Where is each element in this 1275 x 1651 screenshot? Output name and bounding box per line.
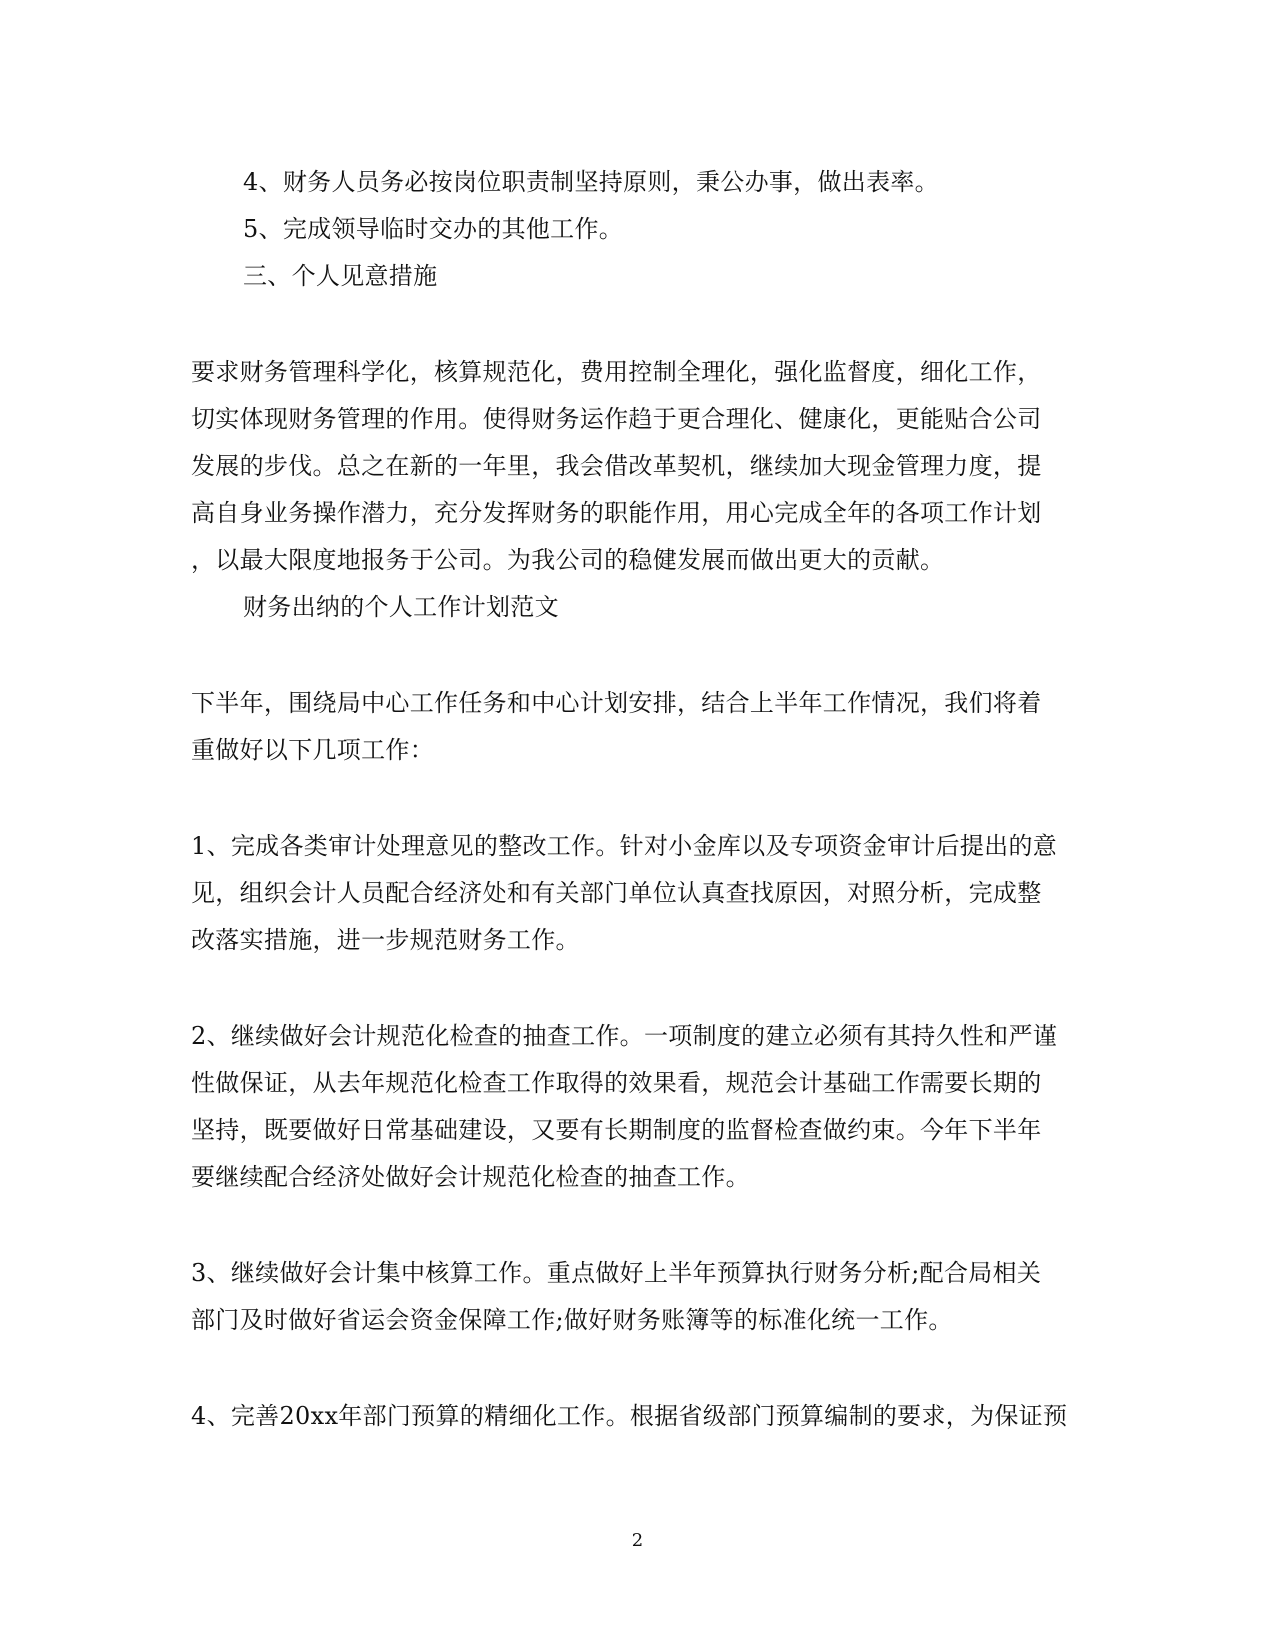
text-line: 发展的步伐。总之在新的一年里，我会借改革契机，继续加大现金管理力度，提	[191, 452, 1042, 480]
section-heading: 三、个人见意措施	[243, 262, 438, 290]
text-line: 下半年，围绕局中心工作任务和中心计划安排，结合上半年工作情况，我们将着	[191, 689, 1042, 717]
text-line: ，以最大限度地报务于公司。为我公司的稳健发展而做出更大的贡献。	[191, 546, 945, 574]
text-line: 高自身业务操作潜力，充分发挥财务的职能作用，用心完成全年的各项工作计划	[191, 499, 1042, 527]
text-line: 部门及时做好省运会资金保障工作;做好财务账簿等的标准化统一工作。	[191, 1306, 953, 1334]
text-line: 2、继续做好会计规范化检查的抽查工作。一项制度的建立必须有其持久性和严谨	[191, 1022, 1058, 1050]
text-line: 重做好以下几项工作：	[191, 736, 434, 764]
text-line: 4、完善20xx年部门预算的精细化工作。根据省级部门预算编制的要求，为保证预	[191, 1402, 1068, 1430]
text-line: 要求财务管理科学化，核算规范化，费用控制全理化，强化监督度，细化工作，	[191, 358, 1042, 386]
document-subtitle: 财务出纳的个人工作计划范文	[243, 593, 559, 621]
text-line: 改落实措施，进一步规范财务工作。	[191, 926, 580, 954]
text-line: 要继续配合经济处做好会计规范化检查的抽查工作。	[191, 1163, 750, 1191]
text-line: 1、完成各类审计处理意见的整改工作。针对小金库以及专项资金审计后提出的意	[191, 832, 1058, 860]
text-line: 切实体现财务管理的作用。使得财务运作趋于更合理化、健康化，更能贴合公司	[191, 405, 1042, 433]
text-line: 见，组织会计人员配合经济处和有关部门单位认真查找原因，对照分析，完成整	[191, 879, 1042, 907]
page-number: 2	[631, 1530, 644, 1551]
text-line: 5、完成领导临时交办的其他工作。	[243, 215, 624, 243]
text-line: 性做保证，从去年规范化检查工作取得的效果看，规范会计基础工作需要长期的	[191, 1069, 1042, 1097]
text-line: 坚持，既要做好日常基础建设，又要有长期制度的监督检查做约束。今年下半年	[191, 1116, 1042, 1144]
text-line: 4、财务人员务必按岗位职责制坚持原则，秉公办事，做出表率。	[243, 168, 939, 196]
text-line: 3、继续做好会计集中核算工作。重点做好上半年预算执行财务分析;配合局相关	[191, 1259, 1042, 1287]
